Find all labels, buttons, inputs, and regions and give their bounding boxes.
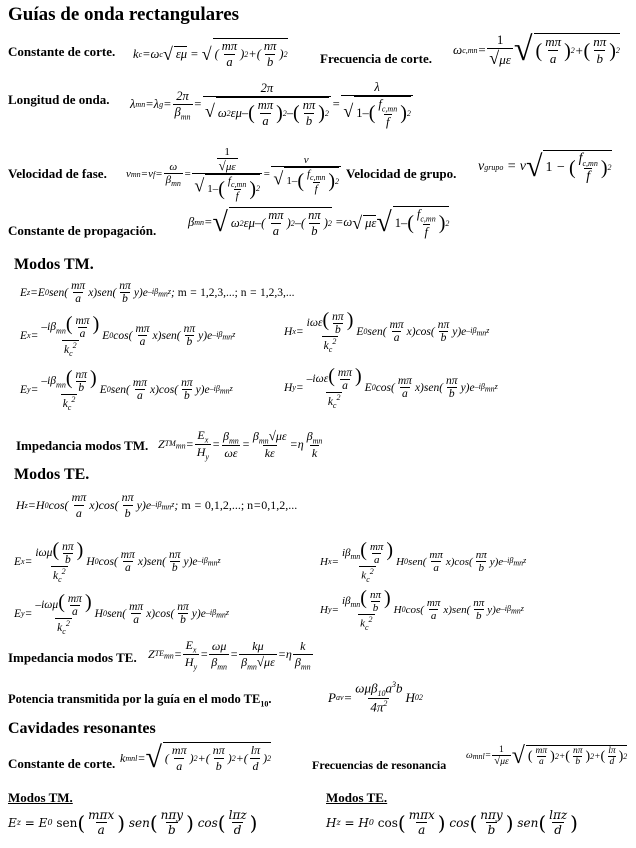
- cavity-te-hz-formula: H z = H 0 cos ( $\frac{\text{mπx}}{a}$ ) cos ( $\frac{\text{nπy}}{b}$ ) sen ( $\frac{\text{lπz}}{d}$ ): [326, 808, 578, 837]
- resonance-frequency-label: Frecuencias de resonancia: [312, 758, 447, 772]
- tm-ex-formula: E x = $-i\beta_{mn}$( $\frac{m\pi}{a}$ ) $k_c^2$ E 0 cos( $\frac{m\pi}{a}$ x)sen( $\frac{n\pi}{b}$ y)e $-i\beta_{mn}z$: [20, 313, 236, 358]
- tm-ey-formula: E y = $-i\beta_{mn}$( $\frac{n\pi}{b}$ ) $k_c^2$ E 0 sen( $\frac{m\pi}{a}$ x)cos( $\frac{n\pi}{b}$ y)e $-i\beta_{mn}z$: [20, 367, 233, 412]
- tm-modes-heading: Modos TM.: [14, 256, 94, 273]
- cavity-tm-ez-formula: E z = E 0 sen ( $\frac{\text{mπx}}{a}$ ) sen ( $\frac{\text{nπy}}{b}$ ) cos ( $\frac{\text{lπz}}{d}$ ): [8, 808, 258, 837]
- wavelength-label: Longitud de onda.: [8, 92, 110, 107]
- te-hz-formula: H z =H 0 cos( $\frac{m\pi}{a}$ x)cos( $\frac{n\pi}{b}$ y)e $-i\beta_{mn}z$ ; m = 0,1,2,...; n = 0,1,2,...: [16, 490, 298, 520]
- cavity-cutoff-label: Constante de corte.: [8, 756, 116, 771]
- tm-impedance-formula: Z $TM_{mn}$ = $\frac{E_x}{H_y}$ = $\frac{\beta_{mn}}{\omega\varepsilon}$ = $\frac{\beta_{mn}√\mu\varepsilon}{k\varepsilon}$ =η $\frac{\beta_{mn}}{k}$: [158, 427, 323, 462]
- cavities-heading: Cavidades resonantes: [8, 720, 156, 737]
- power-label-subscript: 10: [260, 699, 269, 709]
- te-ey-formula: E y = –iωμ( $\frac{m\pi}{a}$ ) $k_c^2$ H 0 sen( $\frac{m\pi}{a}$ x)cos( $\frac{n\pi}{b}$ y)e $-i\beta_{mn}z$: [14, 591, 229, 636]
- propagation-constant-label: Constante de propagación.: [8, 223, 157, 238]
- cavity-tm-heading: Modos TM.: [8, 790, 73, 805]
- power-label-text: Potencia transmitida por la guía en el modo TE: [8, 692, 261, 706]
- te-ex-formula: E x = iωμ( $\frac{n\pi}{b}$ ) $k_c^2$ H 0 cos( $\frac{m\pi}{a}$ x)sen( $\frac{n\pi}{b}$ y)e $-i\beta_{mn}z$: [14, 539, 221, 584]
- te-impedance-label: Impedancia modos TE.: [8, 650, 137, 665]
- tm-hy-formula: H y = –iωε( $\frac{m\pi}{a}$ ) $k_c^2$ E 0 cos( $\frac{m\pi}{a}$ x)sen( $\frac{n\pi}{b}$ y)e $-i\beta_{mn}z$: [284, 365, 498, 410]
- cavity-cutoff-formula: k mnl = √ ( $\frac{m\pi}{a}$ ) 2 +( $\frac{n\pi}{b}$ ) 2 +( $\frac{l\pi}{d}$ ) 2: [120, 741, 272, 774]
- te-hy-formula: H y = $i\beta_{mn}$( $\frac{n\pi}{b}$ ) $k_c^2$ H 0 cos( $\frac{m\pi}{a}$ x)sen( $\frac{n\pi}{b}$ y)e $-i\beta_{mn}z$: [320, 587, 524, 632]
- cutoff-constant-label: Constante de corte.: [8, 44, 116, 59]
- te-modes-heading: Modos TE.: [14, 466, 90, 483]
- cavity-te-heading: Modos TE.: [326, 790, 388, 805]
- te-impedance-formula: Z $TE_{mn}$ = $\frac{E_x}{H_y}$ = $\frac{\omega\mu}{\beta_{mn}}$ = $\frac{k\mu}{\beta_{mn}√\mu\varepsilon}$ =η $\frac{k}{\beta_{mn}}$: [148, 638, 311, 672]
- power-formula: P av = $\frac{\omega\mu\beta_{10}a^3b}{4\pi^2}$ H 0 2: [328, 680, 423, 715]
- page-title: Guías de onda rectangulares: [8, 4, 240, 25]
- tm-hx-formula: H x = iωε( $\frac{n\pi}{b}$ ) $k_c^2$ E 0 sen( $\frac{m\pi}{a}$ x)cos( $\frac{n\pi}{b}$ y)e $-i\beta_{mn}z$: [284, 309, 490, 354]
- cutoff-frequency-formula: ω c,mn = $\frac{1}{√\mu\varepsilon}$ √ ( $\frac{m\pi}{a}$ ) 2 + ( $\frac{n\pi}{b}$ ) 2: [453, 31, 620, 68]
- phase-velocity-label: Velocidad de fase.: [8, 166, 107, 181]
- wavelength-formula: λ mn =λ g = $\frac{2\pi}{\beta_{mn}}$ = 2π √ ω 2 εμ– ( $\frac{m\pi}{a}$ ) 2 – ( $\frac{n\pi}{b}$ ) 2 = λ √ 1 – ( $\frac{f_{c,mn}}{f}$ ) 2: [130, 80, 411, 129]
- group-velocity-label: Velocidad de grupo.: [346, 166, 457, 181]
- cutoff-frequency-label: Frecuencia de corte.: [320, 51, 433, 66]
- cutoff-constant-formula: k c =ω c √ εμ = √ ( $\frac{m\pi}{a}$ ) 2 +( $\frac{n\pi}{b}$ ) 2: [133, 39, 288, 69]
- te-hx-formula: H x = $i\beta_{mn}$( $\frac{m\pi}{a}$ ) $k_c^2$ H 0 sen( $\frac{m\pi}{a}$ x)cos( $\frac{n\pi}{b}$ y)e $-i\beta_{mn}z$: [320, 539, 527, 584]
- group-velocity-formula: v grupo = v √ 1 − ( $\frac{f_{c,mn}}{f}$ ) 2: [478, 150, 612, 184]
- tm-impedance-label: Impedancia modos TM.: [16, 438, 149, 453]
- phase-velocity-formula: v mn =v f = $\frac{\omega}{\beta_{mn}}$ = $\frac{1}{√\mu\varepsilon}$ √ 1 – ( $\frac{f_{c,mn}}{f}$ ) 2 = v √ 1 – ( $\frac{f_{c,mn}}{f}$ ) 2: [126, 146, 340, 203]
- tm-ez-formula: E z =E 0 sen( $\frac{m\pi}{a}$ x)sen( $\frac{n\pi}{b}$ y)e $-i\beta_{mn}z$ ; m = 1,2,3,...; n = 1,2,3,...: [20, 280, 295, 305]
- propagation-constant-formula: β mn = √ ω 2 εμ–( $\frac{m\pi}{a}$ ) 2 –( $\frac{n\pi}{b}$ ) 2 =ω √ με √ 1 – ( $\frac{f_{c,mn}}{f}$ ) 2: [188, 206, 450, 239]
- resonance-frequency-formula: ω mnl = $\frac{1}{√\mu\varepsilon}$ √ ( $\frac{m\pi}{a}$ ) 2 + ( $\frac{n\pi}{b}$ ) 2 + ( $\frac{l\pi}{d}$ ) 2: [466, 743, 628, 769]
- power-label: Potencia transmitida por la guía en el modo $TE_{10}$.: [8, 692, 272, 709]
